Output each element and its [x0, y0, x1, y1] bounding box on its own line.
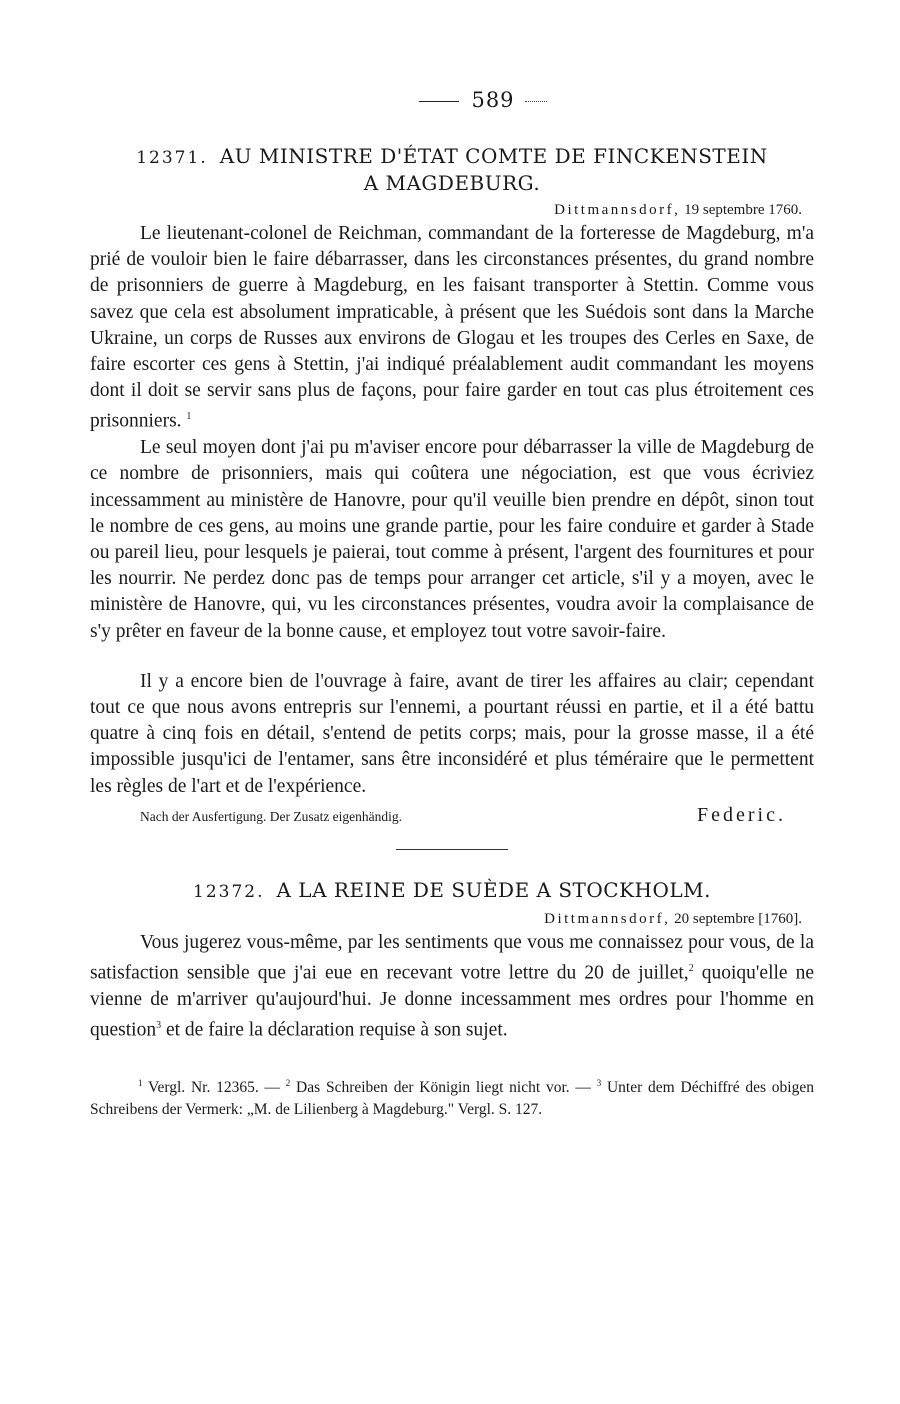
- dateline-place: Dittmannsdorf,: [554, 202, 681, 218]
- letter-number: 12371.: [136, 148, 208, 168]
- footnote-mark: 1: [138, 1077, 143, 1088]
- footnote-ref: 3: [156, 1019, 162, 1031]
- letter-title: A LA REINE DE SUÈDE A STOCKHOLM.: [276, 877, 711, 902]
- body-paragraph: [90, 221, 814, 435]
- head-rule-left: [419, 101, 459, 102]
- body-paragraph: [90, 930, 814, 1044]
- letter-12371-dateline: [90, 202, 814, 219]
- footnote-mark: 2: [285, 1077, 291, 1088]
- paragraph-text: Vous jugerez vous-même, par les sentiments que vous me connaissez pour vous, de la satisfaction sensible que j'ai eue en recevant votre lettre du 20 de juillet,: [90, 931, 814, 984]
- book-page: [90, 88, 814, 1121]
- footnote-ref: 2: [688, 962, 694, 974]
- page-number: 589: [471, 88, 515, 112]
- footnote-text: Unter dem Déchiffré des obigen Schreibens der Vermerk: „M. de Lilienberg à Magdeburg." Vergl. S. 127.: [90, 1078, 814, 1118]
- footnote-text: Das Schreiben der Königin liegt nicht vor. —: [290, 1078, 597, 1096]
- paragraph-text: quoiqu'elle ne vienne de m'arriver qu'aujourd'hui. Je donne incessamment mes ordres pour l'homme en question: [90, 962, 815, 1041]
- letter-12372-dateline: [90, 911, 814, 928]
- running-head: [140, 88, 814, 118]
- footnote-text: Vergl. Nr. 12365. —: [142, 1078, 286, 1096]
- letter-12371-heading: [90, 144, 814, 196]
- signature-line: [90, 804, 814, 827]
- letter-12372-heading: [90, 878, 814, 905]
- letter-title-line1: AU MINISTRE D'ÉTAT COMTE DE FINCKENSTEIN: [219, 144, 768, 168]
- section-divider: [396, 849, 508, 850]
- body-paragraph: Il y a encore bien de l'ouvrage à faire, avant de tirer les affaires au clair; cependant tout ce que nous avons entrepris sur l'ennemi, a pourtant réussi en partie, et il a été battu quatre à cinq fois en détail, s'entend de petits corps; mais, pour la grosse masse, il a été impossible jusqu'ici de l'entamer, sans être inconsidéré et plus téméraire que le permettent les règles de l'art et de l'expérience.: [90, 670, 814, 797]
- footnote-mark: 3: [596, 1077, 602, 1088]
- letter-title-line2: A MAGDEBURG.: [363, 171, 541, 195]
- dateline-date: 20 septembre [1760].: [674, 910, 802, 927]
- dateline-place: Dittmannsdorf,: [544, 910, 671, 927]
- section-gap: [90, 645, 814, 669]
- letter-number: 12372.: [193, 881, 265, 902]
- paragraph-text: et de faire la déclaration requise à son sujet.: [161, 1019, 508, 1041]
- body-paragraph: Le seul moyen dont j'ai pu m'aviser encore pour débarrasser la ville de Magdeburg de ce nombre de prisonniers, mais qui coûtera une négociation, est que vous écriviez incessamment au ministère de Hanovre, pour qu'il veuille bien prendre en dépôt, sinon tout le nombre de ces gens, au moins une grande partie, pour les faire conduire et garder à Stade ou pareil lieu, pour lesquels je paierai, tout comme à présent, l'argent des fournitures et pour les nourrir. Ne perdez donc pas de temps pour arranger cet article, s'il y a moyen, avec le ministère de Hanovre, qui, vu les circonstances présentes, voudra avoir la complaisance de s'y prêter en faveur de la bonne cause, et employez tout votre savoir-faire.: [90, 437, 814, 642]
- paragraph-text: Le lieutenant-colonel de Reichman, commandant de la forteresse de Magdeburg, m'a prié de vouloir bien le faire débarrasser, dans les circonstances présentes, du grand nombre de prisonniers de guerre à Magdeburg, en les faisant transporter à Stettin. Comme vous savez que cela est absolument impraticable, à présent que les Suédois sont dans la Marche Ukraine, un corps de Russes aux environs de Glogau et les troupes des Cerles en Saxe, de faire escorter ces gens à Stettin, j'ai indiqué préalablement audit commandant les moyens dont il doit se servir sans plus de façons, pour faire garder en tout cas plus étroitement ces prisonniers.: [90, 223, 814, 432]
- footnotes: [90, 1072, 814, 1121]
- head-rule-right: [525, 101, 547, 102]
- source-note: Nach der Ausfertigung. Der Zusatz eigenhändig.: [140, 808, 403, 824]
- dateline-date: 19 septembre 1760.: [684, 202, 802, 218]
- footnote-ref: 1: [186, 411, 192, 423]
- signature: Federic.: [697, 803, 786, 826]
